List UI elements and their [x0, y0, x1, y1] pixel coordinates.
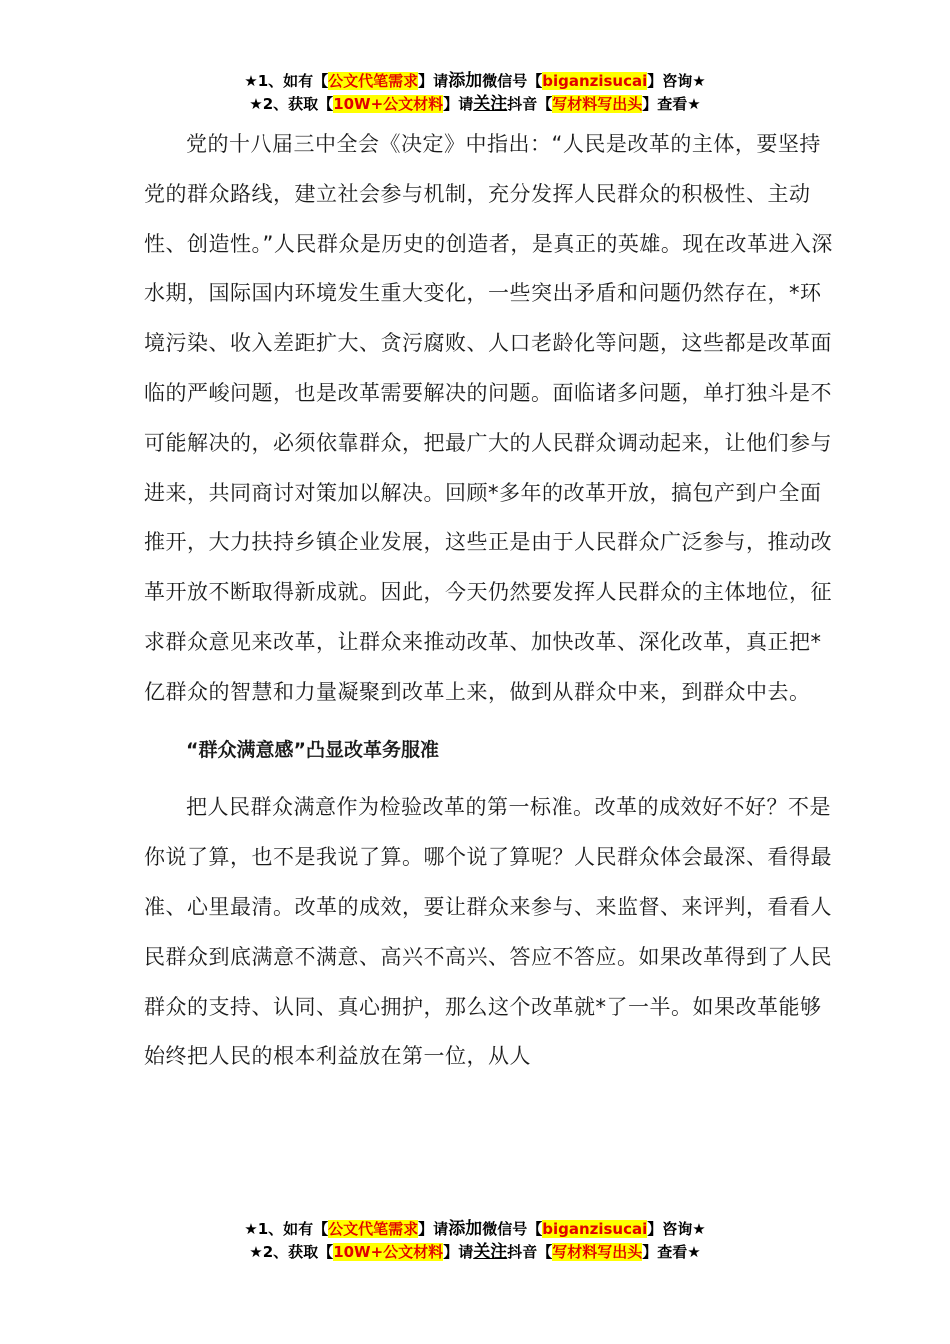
paragraph-2: 把人民群众满意作为检验改革的第一标准。改革的成效好不好？不是你说了算，也不是我说了算。哪个说了算呢？人民群众体会最深、看得最准、心里最清。改革的成效，要让群众来参与、来监督、来评判，看看人民群众到底满意不满意、高兴不高兴、答应不答应。如果改革得到了人民群众的支持、认同、真心拥护，那么这个改革就*了一半。如果改革能够始终把人民的根本利益放在第一位，从人: [144, 795, 832, 1069]
highlight-douyin: 写材料写出头: [552, 95, 643, 113]
document-body: [144, 120, 834, 1082]
banner-text: 】请: [418, 72, 449, 90]
banner-text: ★1、如有【: [244, 72, 329, 90]
highlight-wechat-id: biganzisucai: [542, 72, 648, 90]
highlight-douyin: 写材料写出头: [552, 1243, 643, 1261]
banner-line-2: [0, 93, 950, 116]
banner-text: 添加: [448, 1219, 483, 1239]
banner-text: 微信号【: [482, 72, 543, 90]
banner-line-2: [0, 1241, 950, 1264]
banner-text: 微信号【: [482, 1220, 543, 1238]
highlight-wechat-id: biganzisucai: [542, 1220, 648, 1238]
banner-text: 关注: [473, 1242, 508, 1262]
highlight-materials: 10W+公文材料: [333, 95, 444, 113]
section-heading: “群众满意感”凸显改革务服准: [186, 738, 439, 761]
banner-line-1: [0, 70, 950, 93]
banner-text: 】查看★: [642, 95, 701, 113]
highlight-service: 公文代笔需求: [328, 1220, 419, 1238]
banner-text: 抖音【: [507, 1243, 553, 1261]
banner-text: 】查看★: [642, 1243, 701, 1261]
banner-text: 关注: [473, 94, 508, 114]
banner-text: 添加: [448, 71, 483, 91]
header-banner: [0, 70, 950, 116]
banner-line-1: [0, 1218, 950, 1241]
banner-text: ★2、获取【: [249, 1243, 334, 1261]
banner-text: 】咨询★: [647, 1220, 706, 1238]
paragraph-1: 党的十八届三中全会《决定》中指出：“人民是改革的主体，要坚持党的群众路线，建立社会参与机制，充分发挥人民群众的积极性、主动性、创造性。”人民群众是历史的创造者，是真正的英雄。现在改革进入深水期，国际国内环境发生重大变化，一些突出矛盾和问题仍然存在，*环境污染、收入差距扩大、贪污腐败、人口老龄化等问题，这些都是改革面临的严峻问题，也是改革需要解决的问题。面临诸多问题，单打独斗是不可能解决的，必须依靠群众，把最广大的人民群众调动起来，让他们参与进来，共同商讨对策加以解决。回顾*多年的改革开放，搞包产到户全面推开，大力扶持乡镇企业发展，这些正是由于人民群众广泛参与，推动改革开放不断取得新成就。因此，今天仍然要发挥人民群众的主体地位，征求群众意见来改革，让群众来推动改革、加快改革、深化改革，真正把*亿群众的智慧和力量凝聚到改革上来，做到从群众中来，到群众中去。: [144, 132, 833, 704]
banner-text: ★2、获取【: [249, 95, 334, 113]
highlight-materials: 10W+公文材料: [333, 1243, 444, 1261]
highlight-service: 公文代笔需求: [328, 72, 419, 90]
banner-text: ★1、如有【: [244, 1220, 329, 1238]
banner-text: 】请: [418, 1220, 449, 1238]
banner-text: 】咨询★: [647, 72, 706, 90]
banner-text: 抖音【: [507, 95, 553, 113]
banner-text: 】请: [443, 95, 474, 113]
footer-banner: [0, 1218, 950, 1264]
banner-text: 】请: [443, 1243, 474, 1261]
